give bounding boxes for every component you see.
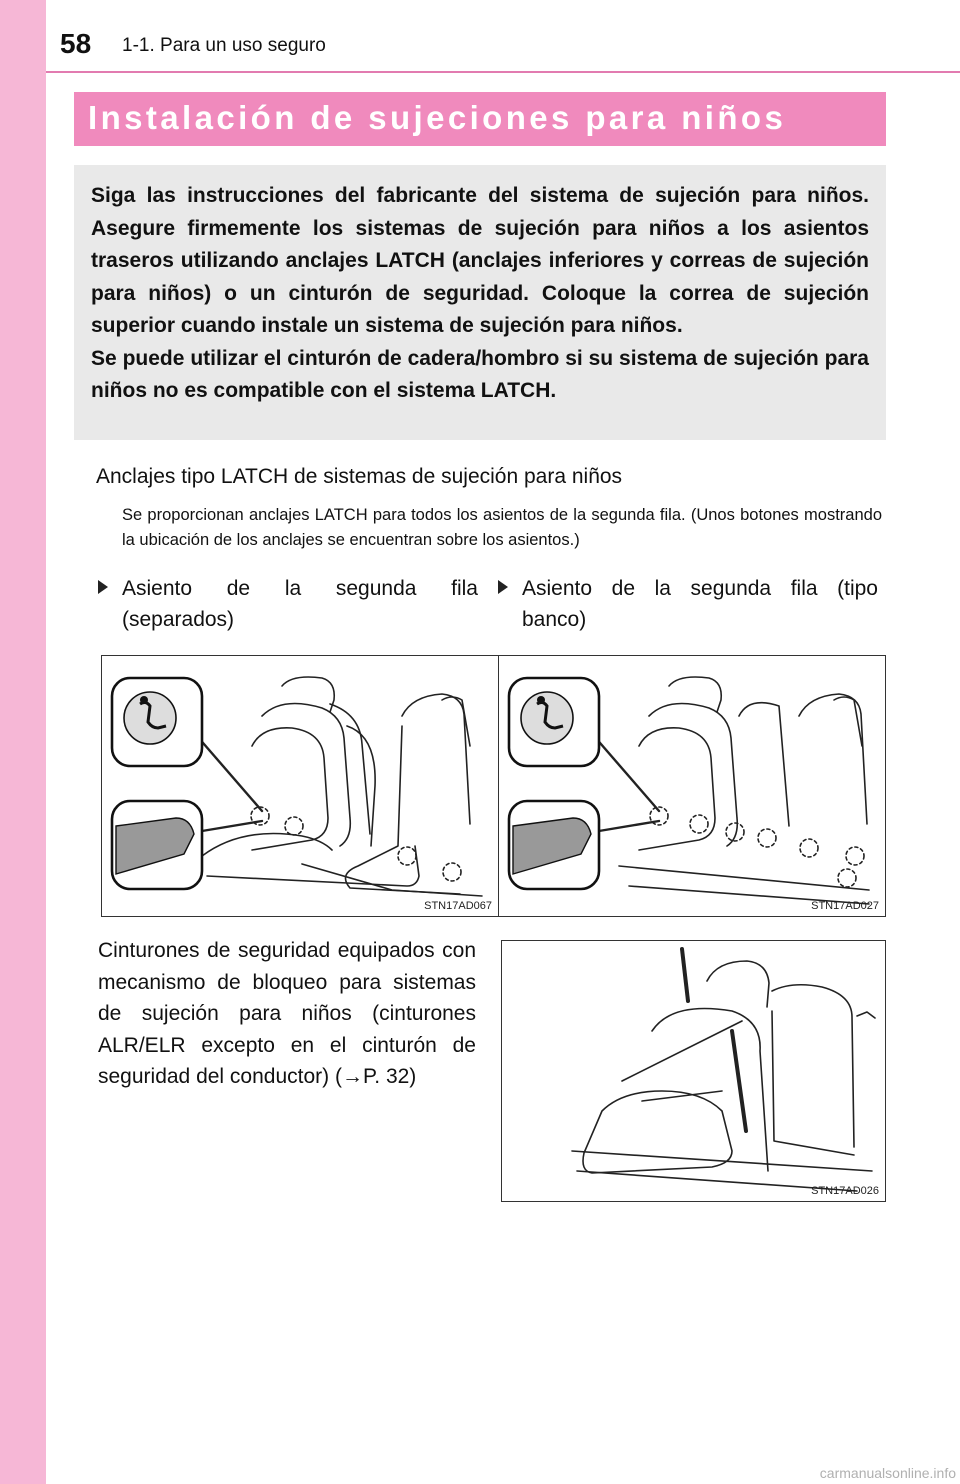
bullet-label: Asiento de la segunda fila (tipo banco) bbox=[522, 577, 878, 631]
section-title-bar bbox=[74, 92, 886, 146]
latch-heading: Anclajes tipo LATCH de sistemas de sujeción para niños bbox=[96, 465, 623, 488]
section-title: Instalación de sujeciones para niños bbox=[88, 99, 787, 136]
triangle-bullet-icon bbox=[498, 580, 508, 594]
page-header bbox=[46, 0, 960, 72]
figure-code: STN17AD067 bbox=[424, 900, 492, 912]
figure-code: STN17AD026 bbox=[811, 1185, 879, 1197]
seat-illustration bbox=[502, 941, 886, 1202]
seat-illustration bbox=[499, 656, 886, 917]
chapter-title: 1-1. Para un uso seguro bbox=[122, 35, 326, 56]
summary-paragraph-1: Siga las instrucciones del fabricante del sistema de sujeción para niños. Asegure firmemente los sistemas de sujeción para niños a los asientos traseros utilizando anclajes LATCH (anclajes inferiores y correas de sujeción para niños) o un cinturón de seguridad. Coloque la correa de sujeción superior cuando instale un sistema de sujeción para niños. bbox=[91, 184, 869, 337]
summary-box bbox=[74, 165, 886, 440]
page-number: 58 bbox=[60, 28, 92, 59]
bullet-label: Asiento de la segunda fila (separados) bbox=[122, 577, 478, 631]
figure-code: STN17AD027 bbox=[811, 900, 879, 912]
seat-illustration bbox=[102, 656, 499, 917]
figure-seat-belt bbox=[501, 940, 886, 1202]
header-rule bbox=[46, 71, 960, 73]
figure-separate-seats bbox=[101, 655, 499, 917]
triangle-bullet-icon bbox=[98, 580, 108, 594]
belt-description: Cinturones de seguridad equipados con mecanismo de bloqueo para sistemas de sujeción para niños (cinturones ALR/ELR excepto en el cinturón de seguridad del conductor) (→P. 32) bbox=[98, 939, 476, 1088]
latch-note: Se proporcionan anclajes LATCH para todos los asientos de la segunda fila. (Unos botones mostrando la ubicación de los anclajes se encuentran sobre los asientos.) bbox=[122, 506, 882, 549]
summary-paragraph-2: Se puede utilizar el cinturón de cadera/hombro si su sistema de sujeción para niños no es compatible con el sistema LATCH. bbox=[91, 346, 869, 402]
figure-bench-seat bbox=[498, 655, 886, 917]
watermark: carmanualsonline.info bbox=[819, 1465, 956, 1481]
page-sidebar-tab bbox=[0, 0, 46, 1484]
